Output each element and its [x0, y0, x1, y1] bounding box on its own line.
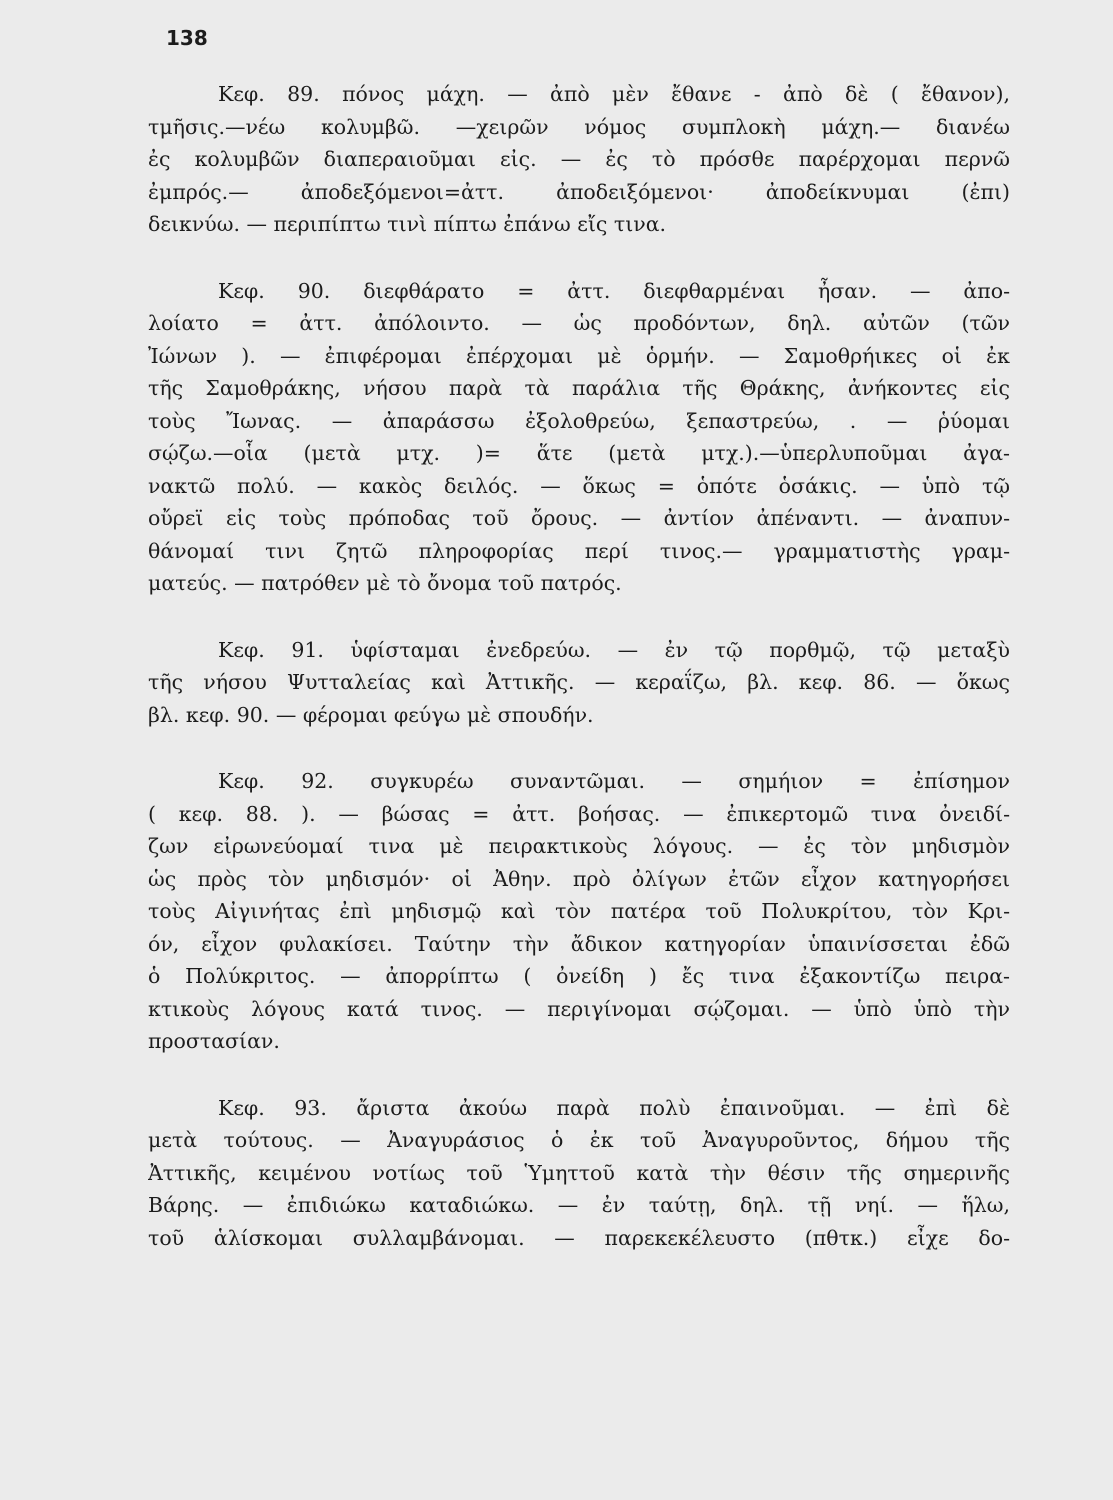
text-line: τοὺς Αἰγινήτας ἐπὶ μηδισμῷ καὶ τὸν πατέρα τοῦ Πολυκρίτου, τὸν Κρι- — [148, 899, 1010, 923]
text-line: τῆς Σαμοθράκης, νήσου παρὰ τὰ παράλια τῆς Θράκης, ἀνήκοντες εἰς — [148, 376, 1010, 400]
text-line: βλ. κεφ. 90. — φέρομαι φεύγω μὲ σπουδήν. — [148, 702, 594, 727]
text-line: δεικνύω. — περιπίπτω τινὶ πίπτω ἐπάνω εἴς τινα. — [148, 212, 667, 236]
text-line: μετὰ τούτους. — Ἀναγυράσιος ὁ ἐκ τοῦ Ἀναγυροῦντος, δήμου τῆς — [148, 1128, 1010, 1152]
text-line: ὡς πρὸς τὸν μηδισμόν· οἱ Ἀθην. πρὸ ὀλίγων ἐτῶν εἶχον κατηγορήσει — [148, 866, 1010, 891]
text-line: τοῦ ἁλίσκομαι συλλαμβάνομαι. — παρεκεκέλευστο (πθτκ.) εἶχε δο- — [148, 1225, 1010, 1250]
text-line: Κεφ. 91. ὑφίσταμαι ἐνεδρεύω. — ἐν τῷ πορθμῷ, τῷ μεταξὺ — [218, 637, 1010, 662]
text-line: κτικοὺς λόγους κατά τινος. — περιγίνομαι σῴζομαι. — ὑπὸ ὑπὸ τὴν — [148, 996, 1010, 1021]
text-line: ( κεφ. 88. ). — βώσας = ἀττ. βοήσας. — ἐπικερτομῶ τινα ὀνειδί- — [148, 801, 1010, 826]
chapter-91-section — [148, 634, 1010, 732]
text-line: όν, εἶχον φυλακίσει. Ταύτην τὴν ἄδικον κατηγορίαν ὑπαινίσσεται ἐδῶ — [148, 931, 1010, 956]
chapter-92-section — [148, 765, 1010, 1058]
text-line: ζων εἰρωνεύομαί τινα μὲ πειρακτικοὺς λόγους. — ἐς τὸν μηδισμὸν — [148, 834, 1010, 858]
text-line: Βάρης. — ἐπιδιώκω καταδιώκω. — ἐν ταύτῃ, δηλ. τῇ νηί. — ἥλω, — [148, 1193, 1010, 1217]
text-line: τοὺς Ἴωνας. — ἀπαράσσω ἐξολοθρεύω, ξεπαστρεύω, . — ῥύομαι — [148, 408, 1010, 433]
text-line: ὁ Πολύκριτος. — ἀπορρίπτω ( ὀνείδη ) ἔς τινα ἐξακοντίζω πειρα- — [148, 964, 1010, 988]
text-line: νακτῶ πολύ. — κακὸς δειλός. — ὅκως = ὁπότε ὁσάκις. — ὑπὸ τῷ — [148, 473, 1010, 498]
text-line: λοίατο = ἀττ. ἀπόλοιντο. — ὡς προδόντων, δηλ. αὐτῶν (τῶν — [148, 311, 1010, 335]
text-line: τῆς νήσου Ψυτταλείας καὶ Ἀττικῆς. — κεραΐζω, βλ. κεφ. 86. — ὅκως — [148, 670, 1010, 694]
text-line: τμῆσις.—νέω κολυμβῶ. —χειρῶν νόμος συμπλοκὴ μάχη.— διανέω — [148, 114, 1010, 139]
text-line: Ἀττικῆς, κειμένου νοτίως τοῦ Ὑμηττοῦ κατὰ τὴν θέσιν τῆς σημερινῆς — [148, 1160, 1010, 1185]
text-line: Κεφ. 90. διεφθάρατο = ἀττ. διεφθαρμέναι ἦσαν. — ἀπο- — [218, 278, 1010, 303]
text-line: προστασίαν. — [148, 1029, 280, 1053]
chapter-90-section — [148, 275, 1010, 600]
text-line: Κεφ. 92. συγκυρέω συναντῶμαι. — σημήιον = ἐπίσημον — [218, 769, 1010, 793]
text-line: θάνομαί τινι ζητῶ πληροφορίας περί τινος.— γραμματιστὴς γραμ- — [148, 538, 1010, 563]
text-line: Κεφ. 89. πόνος μάχη. — ἀπὸ μὲν ἔθανε - ἀπὸ δὲ ( ἔθανον), — [218, 82, 1010, 106]
text-line: οὔρεϊ εἰς τοὺς πρόποδας τοῦ ὄρους. — ἀντίον ἀπέναντι. — ἀναπυν- — [148, 506, 1010, 530]
page-number: 138 — [166, 26, 208, 50]
chapter-89-section — [148, 78, 1010, 241]
text-line: σῴζω.—οἷα (μετὰ μτχ. )= ἅτε (μετὰ μτχ.).—ὑπερλυποῦμαι ἀγα- — [148, 441, 1010, 465]
chapter-93-section — [148, 1092, 1010, 1255]
text-line: Κεφ. 93. ἄριστα ἀκούω παρὰ πολὺ ἐπαινοῦμαι. — ἐπὶ δὲ — [218, 1095, 1010, 1120]
text-line: ἐμπρός.— ἀποδεξόμενοι=ἀττ. ἀποδειξόμενοι· ἀποδείκνυμαι (ἐπι) — [148, 179, 1010, 204]
page-body — [148, 78, 1010, 1288]
text-line: ματεύς. — πατρόθεν μὲ τὸ ὄνομα τοῦ πατρός. — [148, 571, 622, 595]
text-line: Ἰώνων ). — ἐπιφέρομαι ἐπέρχομαι μὲ ὁρμήν. — Σαμοθρήικες οἱ ἐκ — [148, 343, 1010, 368]
text-line: ἐς κολυμβῶν διαπεραιοῦμαι εἰς. — ἐς τὸ πρόσθε παρέρχομαι περνῶ — [148, 147, 1010, 171]
